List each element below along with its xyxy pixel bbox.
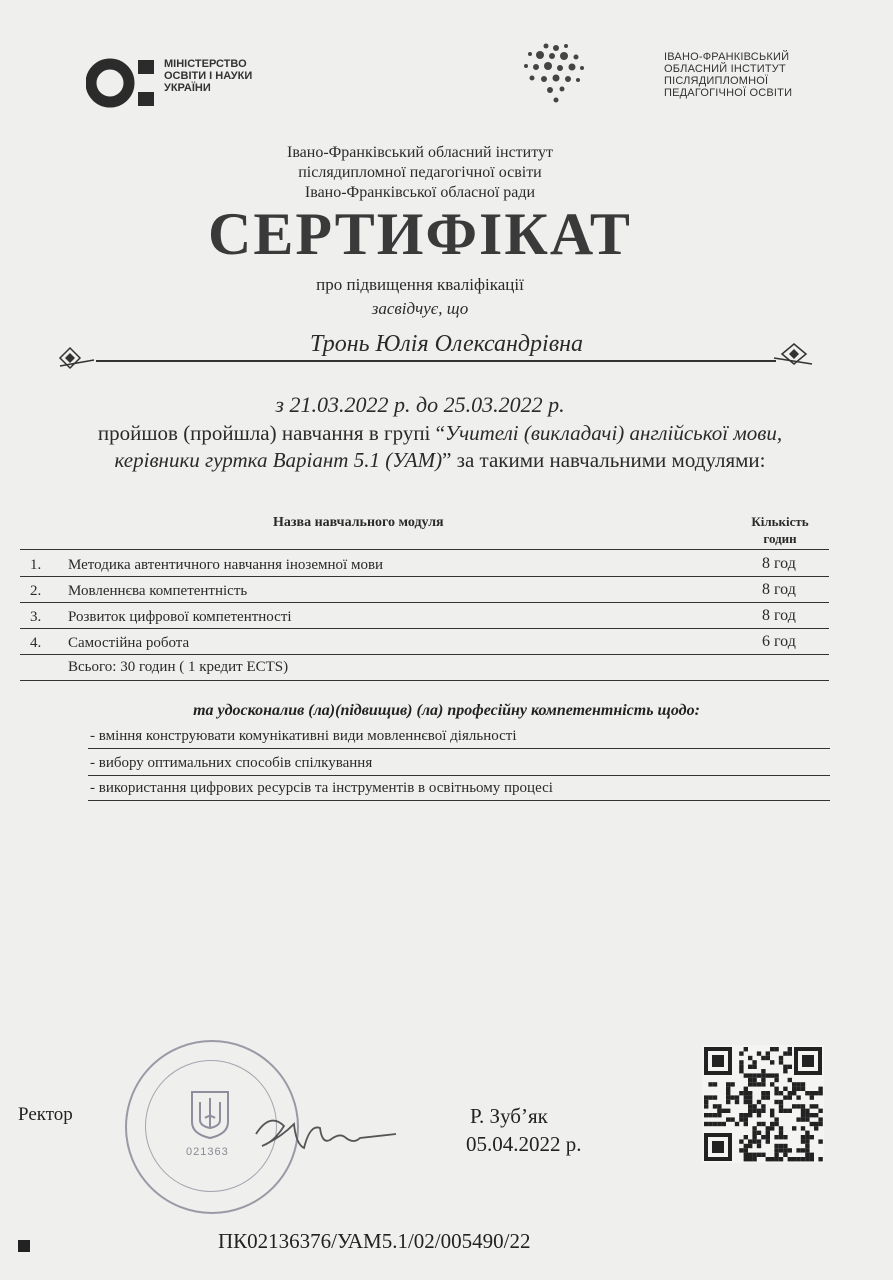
qr-module xyxy=(801,1126,805,1130)
qr-module xyxy=(801,1135,805,1139)
dots-logo-icon xyxy=(518,42,588,108)
qr-module xyxy=(783,1148,787,1152)
qr-module xyxy=(818,1087,822,1091)
qr-module xyxy=(792,1082,796,1086)
qr-module xyxy=(744,1135,748,1139)
qr-module xyxy=(766,1091,770,1095)
qr-module xyxy=(739,1065,743,1069)
qr-module xyxy=(752,1104,756,1108)
qr-module xyxy=(744,1157,748,1161)
qr-module xyxy=(708,1082,712,1086)
qr-module xyxy=(744,1113,748,1117)
qr-module xyxy=(801,1139,805,1143)
qr-module xyxy=(766,1126,770,1130)
qr-module xyxy=(757,1113,761,1117)
rector-label: Ректор xyxy=(18,1104,73,1125)
qr-module xyxy=(708,1122,712,1126)
qr-module xyxy=(792,1087,796,1091)
qr-module xyxy=(757,1100,761,1104)
qr-module xyxy=(783,1109,787,1113)
qr-module xyxy=(805,1148,809,1152)
qr-module xyxy=(805,1135,809,1139)
qr-module xyxy=(722,1122,726,1126)
qr-module xyxy=(752,1153,756,1157)
competence-item: - використання цифрових ресурсів та інструментів в освітньому процесі xyxy=(90,780,553,796)
seal-number: 021363 xyxy=(186,1146,229,1158)
qr-module xyxy=(739,1148,743,1152)
qr-module xyxy=(744,1073,748,1077)
qr-module xyxy=(708,1113,712,1117)
qr-module xyxy=(779,1157,783,1161)
qr-module xyxy=(818,1109,822,1113)
qr-module xyxy=(757,1109,761,1113)
qr-module xyxy=(748,1113,752,1117)
qr-module xyxy=(761,1122,765,1126)
qr-module xyxy=(748,1095,752,1099)
qr-module xyxy=(757,1139,761,1143)
qr-module xyxy=(818,1122,822,1126)
qr-module xyxy=(796,1117,800,1121)
qr-module xyxy=(726,1109,730,1113)
qr-module xyxy=(792,1091,796,1095)
qr-module xyxy=(783,1153,787,1157)
qr-module xyxy=(779,1060,783,1064)
qr-module xyxy=(801,1157,805,1161)
qr-module xyxy=(774,1087,778,1091)
institute-logo xyxy=(518,42,588,108)
qr-module xyxy=(713,1113,717,1117)
ministry-name: МІНІСТЕРСТВО ОСВІТИ І НАУКИ УКРАЇНИ xyxy=(164,58,253,94)
qr-module xyxy=(796,1148,800,1152)
qr-module xyxy=(779,1135,783,1139)
institute-name: ІВАНО-ФРАНКІВСЬКИЙ ОБЛАСНИЙ ІНСТИТУТ ПІСЛЯДИПЛОМНОЇ ПЕДАГОГІЧНОЇ ОСВІТИ xyxy=(664,51,793,99)
header-line-2: післядипломної педагогічної освіти xyxy=(298,164,542,181)
table-rule xyxy=(20,680,829,681)
qr-module xyxy=(766,1051,770,1055)
qr-module xyxy=(766,1056,770,1060)
qr-module xyxy=(779,1144,783,1148)
qr-module xyxy=(761,1091,765,1095)
subtitle: про підвищення кваліфікації xyxy=(316,275,524,294)
qr-module xyxy=(752,1157,756,1161)
qr-module xyxy=(774,1117,778,1121)
qr-module xyxy=(774,1073,778,1077)
qr-module xyxy=(766,1131,770,1135)
qr-module xyxy=(748,1144,752,1148)
right-diamond-icon xyxy=(772,340,816,377)
qr-module xyxy=(739,1051,743,1055)
corner-mark xyxy=(18,1240,30,1252)
qr-module xyxy=(788,1109,792,1113)
group-name: Учителі (викладачі) англійської мови, керівники гуртка Варіант 5.1 (УАМ) xyxy=(114,421,783,472)
qr-module xyxy=(774,1148,778,1152)
qr-module xyxy=(752,1082,756,1086)
qr-module xyxy=(783,1144,787,1148)
table-row: 3. Розвиток цифрової компетентності 8 год xyxy=(30,607,796,625)
table-rule xyxy=(20,654,829,655)
qr-module xyxy=(735,1100,739,1104)
qr-module xyxy=(717,1113,721,1117)
qr-module xyxy=(774,1144,778,1148)
qr-module xyxy=(757,1153,761,1157)
qr-module xyxy=(761,1095,765,1099)
table-rule xyxy=(20,602,829,603)
qr-module xyxy=(774,1091,778,1095)
qr-module xyxy=(801,1117,805,1121)
table-total: Всього: 30 годин ( 1 кредит ECTS) xyxy=(68,659,289,675)
qr-module xyxy=(779,1131,783,1135)
qr-module xyxy=(761,1104,765,1108)
column-header-module: Назва навчального модуля xyxy=(273,515,444,530)
qr-module xyxy=(814,1126,818,1130)
competence-heading: та удосконалив (ла)(підвищив) (ла) професійну компетентність щодо: xyxy=(193,702,700,719)
qr-module xyxy=(801,1148,805,1152)
qr-module xyxy=(770,1047,774,1051)
qr-module xyxy=(739,1117,743,1121)
qr-module xyxy=(796,1104,800,1108)
qr-module xyxy=(739,1091,743,1095)
qr-module xyxy=(805,1153,809,1157)
qr-module xyxy=(788,1078,792,1082)
qr-module xyxy=(770,1060,774,1064)
qr-module xyxy=(774,1122,778,1126)
qr-module xyxy=(752,1131,756,1135)
qr-module xyxy=(739,1069,743,1073)
qr-module xyxy=(770,1126,774,1130)
qr-module xyxy=(788,1051,792,1055)
qr-module xyxy=(726,1117,730,1121)
qr-module xyxy=(744,1095,748,1099)
qr-module xyxy=(788,1157,792,1161)
qr-module xyxy=(748,1100,752,1104)
qr-module xyxy=(744,1117,748,1121)
qr-module xyxy=(796,1087,800,1091)
qr-module xyxy=(779,1091,783,1095)
qr-module xyxy=(766,1095,770,1099)
competence-rule xyxy=(88,775,830,776)
qr-module xyxy=(735,1095,739,1099)
qr-module xyxy=(788,1095,792,1099)
qr-module xyxy=(783,1065,787,1069)
qr-module xyxy=(748,1104,752,1108)
qr-module xyxy=(770,1082,774,1086)
qr-module xyxy=(788,1047,792,1051)
ministry-logo xyxy=(86,55,158,111)
competence-item: - вибору оптимальних способів спілкування xyxy=(90,755,373,771)
qr-module xyxy=(726,1095,730,1099)
qr-module xyxy=(801,1082,805,1086)
qr-module xyxy=(739,1060,743,1064)
qr-module xyxy=(801,1113,805,1117)
qr-module xyxy=(774,1078,778,1082)
qr-module xyxy=(704,1100,708,1104)
qr-module xyxy=(739,1113,743,1117)
header-line-1: Івано-Франківський обласний інститут xyxy=(287,144,553,161)
qr-module xyxy=(810,1135,814,1139)
qr-module xyxy=(704,1113,708,1117)
qr-module xyxy=(752,1073,756,1077)
qr-module xyxy=(744,1148,748,1152)
qr-module xyxy=(761,1056,765,1060)
qr-module xyxy=(708,1095,712,1099)
qr-module xyxy=(818,1117,822,1121)
qr-module xyxy=(805,1091,809,1095)
competence-item: - вміння конструювати комунікативні види мовленнєвої діяльності xyxy=(90,728,517,744)
qr-module xyxy=(761,1073,765,1077)
qr-module xyxy=(761,1109,765,1113)
qr-module xyxy=(704,1104,708,1108)
qr-module xyxy=(805,1117,809,1121)
qr-module xyxy=(810,1153,814,1157)
qr-module xyxy=(730,1082,734,1086)
signature-icon xyxy=(250,1104,400,1169)
qr-module xyxy=(770,1073,774,1077)
qr-module xyxy=(744,1091,748,1095)
qr-module xyxy=(730,1117,734,1121)
qr-module xyxy=(818,1091,822,1095)
qr-module xyxy=(796,1082,800,1086)
certifies-text: засвідчує, що xyxy=(371,299,469,318)
qr-module xyxy=(761,1153,765,1157)
qr-module xyxy=(774,1047,778,1051)
qr-module xyxy=(713,1104,717,1108)
qr-module xyxy=(761,1082,765,1086)
qr-module xyxy=(801,1104,805,1108)
document-title: СЕРТИФІКАТ xyxy=(208,201,632,267)
qr-module xyxy=(761,1078,765,1082)
qr-module xyxy=(766,1073,770,1077)
qr-module xyxy=(779,1148,783,1152)
recipient-name: Тронь Юлія Олександрівна xyxy=(309,331,584,357)
qr-module xyxy=(796,1157,800,1161)
qr-module xyxy=(774,1157,778,1161)
qr-code-icon xyxy=(702,1045,824,1163)
qr-module xyxy=(788,1091,792,1095)
qr-module xyxy=(796,1095,800,1099)
qr-module xyxy=(810,1095,814,1099)
table-row: 4. Самостійна робота 6 год xyxy=(30,633,796,651)
qr-module xyxy=(726,1082,730,1086)
qr-module xyxy=(713,1095,717,1099)
qr-module xyxy=(752,1135,756,1139)
qr-module xyxy=(748,1091,752,1095)
qr-module xyxy=(748,1082,752,1086)
qr-module xyxy=(757,1144,761,1148)
qr-module xyxy=(744,1087,748,1091)
ministry-logo-icon xyxy=(86,55,158,111)
column-header-hours: Кількість годин xyxy=(751,514,809,546)
qr-module xyxy=(730,1095,734,1099)
qr-module xyxy=(792,1126,796,1130)
qr-module xyxy=(739,1139,743,1143)
qr-module xyxy=(757,1073,761,1077)
table-rule xyxy=(20,628,829,629)
table-rule xyxy=(20,549,829,550)
qr-module xyxy=(744,1047,748,1051)
qr-module xyxy=(757,1051,761,1055)
qr-module xyxy=(779,1100,783,1104)
qr-module xyxy=(761,1135,765,1139)
competence-rule xyxy=(88,748,830,749)
qr-module xyxy=(801,1087,805,1091)
qr-module xyxy=(770,1122,774,1126)
qr-module xyxy=(704,1122,708,1126)
qr-module xyxy=(818,1139,822,1143)
qr-module xyxy=(713,1122,717,1126)
qr-module xyxy=(783,1069,787,1073)
qr-module xyxy=(748,1073,752,1077)
qr-module xyxy=(801,1109,805,1113)
qr-module xyxy=(805,1109,809,1113)
qr-module xyxy=(805,1113,809,1117)
qr-module xyxy=(774,1135,778,1139)
qr-module xyxy=(752,1109,756,1113)
serial-number: ПК02136376/УАМ5.1/02/005490/22 xyxy=(218,1229,531,1253)
qr-module xyxy=(814,1113,818,1117)
qr-module xyxy=(766,1157,770,1161)
qr-module xyxy=(774,1153,778,1157)
qr-module xyxy=(805,1144,809,1148)
qr-module xyxy=(748,1153,752,1157)
training-dates: з 21.03.2022 р. до 25.03.2022 р. xyxy=(275,392,565,417)
training-paragraph: пройшов (пройшла) навчання в групі “Учителі (викладачі) англійської мови, керівники гуртка Варіант 5.1 (УАМ)” за такими навчальними модулями: xyxy=(97,421,783,472)
qr-module xyxy=(814,1104,818,1108)
qr-module xyxy=(748,1139,752,1143)
qr-module xyxy=(752,1139,756,1143)
qr-module xyxy=(748,1078,752,1082)
qr-module xyxy=(805,1139,809,1143)
qr-module xyxy=(757,1122,761,1126)
qr-module xyxy=(788,1065,792,1069)
qr-module xyxy=(726,1087,730,1091)
signature-date: 05.04.2022 р. xyxy=(466,1132,582,1156)
qr-module xyxy=(810,1091,814,1095)
qr-module xyxy=(792,1157,796,1161)
qr-module xyxy=(770,1113,774,1117)
qr-module xyxy=(810,1113,814,1117)
qr-module xyxy=(704,1095,708,1099)
qr-module xyxy=(810,1157,814,1161)
qr-module xyxy=(717,1109,721,1113)
qr-module xyxy=(810,1122,814,1126)
qr-module xyxy=(818,1157,822,1161)
trident-icon xyxy=(188,1088,232,1145)
qr-module xyxy=(717,1122,721,1126)
qr-module xyxy=(726,1100,730,1104)
table-row: 1. Методика автентичного навчання іноземної мови 8 год xyxy=(30,555,796,573)
qr-module xyxy=(805,1157,809,1161)
header-line-3: Івано-Франківської обласної ради xyxy=(304,184,536,201)
qr-module xyxy=(713,1082,717,1086)
qr-module xyxy=(761,1069,765,1073)
qr-module xyxy=(783,1095,787,1099)
qr-module xyxy=(717,1104,721,1108)
qr-module xyxy=(748,1109,752,1113)
qr-module xyxy=(783,1087,787,1091)
qr-module xyxy=(744,1100,748,1104)
qr-module xyxy=(757,1131,761,1135)
qr-module xyxy=(774,1100,778,1104)
qr-module xyxy=(752,1060,756,1064)
qr-module xyxy=(779,1126,783,1130)
qr-module xyxy=(779,1104,783,1108)
qr-module xyxy=(726,1091,730,1095)
qr-module xyxy=(748,1065,752,1069)
table-row: 2. Мовленнєва компетентність 8 год xyxy=(30,581,796,599)
qr-module xyxy=(783,1135,787,1139)
table-rule xyxy=(20,576,829,577)
qr-module xyxy=(783,1051,787,1055)
qr-module xyxy=(810,1104,814,1108)
qr-module xyxy=(735,1122,739,1126)
qr-module xyxy=(748,1056,752,1060)
qr-module xyxy=(722,1109,726,1113)
qr-code xyxy=(702,1045,824,1163)
qr-module xyxy=(779,1056,783,1060)
qr-module xyxy=(752,1126,756,1130)
qr-module xyxy=(770,1157,774,1161)
qr-module xyxy=(814,1122,818,1126)
qr-module xyxy=(814,1091,818,1095)
qr-module xyxy=(770,1109,774,1113)
rector-name: Р. Зуб’як xyxy=(470,1104,548,1128)
qr-module xyxy=(748,1157,752,1161)
qr-module xyxy=(788,1148,792,1152)
qr-module xyxy=(766,1139,770,1143)
qr-module xyxy=(744,1144,748,1148)
qr-module xyxy=(792,1104,796,1108)
qr-module xyxy=(752,1065,756,1069)
qr-module xyxy=(744,1153,748,1157)
competence-rule xyxy=(88,800,830,801)
qr-module xyxy=(766,1135,770,1139)
qr-module xyxy=(744,1122,748,1126)
name-underline xyxy=(96,360,776,362)
qr-module xyxy=(805,1131,809,1135)
qr-module xyxy=(779,1109,783,1113)
qr-module xyxy=(752,1078,756,1082)
qr-module xyxy=(757,1082,761,1086)
